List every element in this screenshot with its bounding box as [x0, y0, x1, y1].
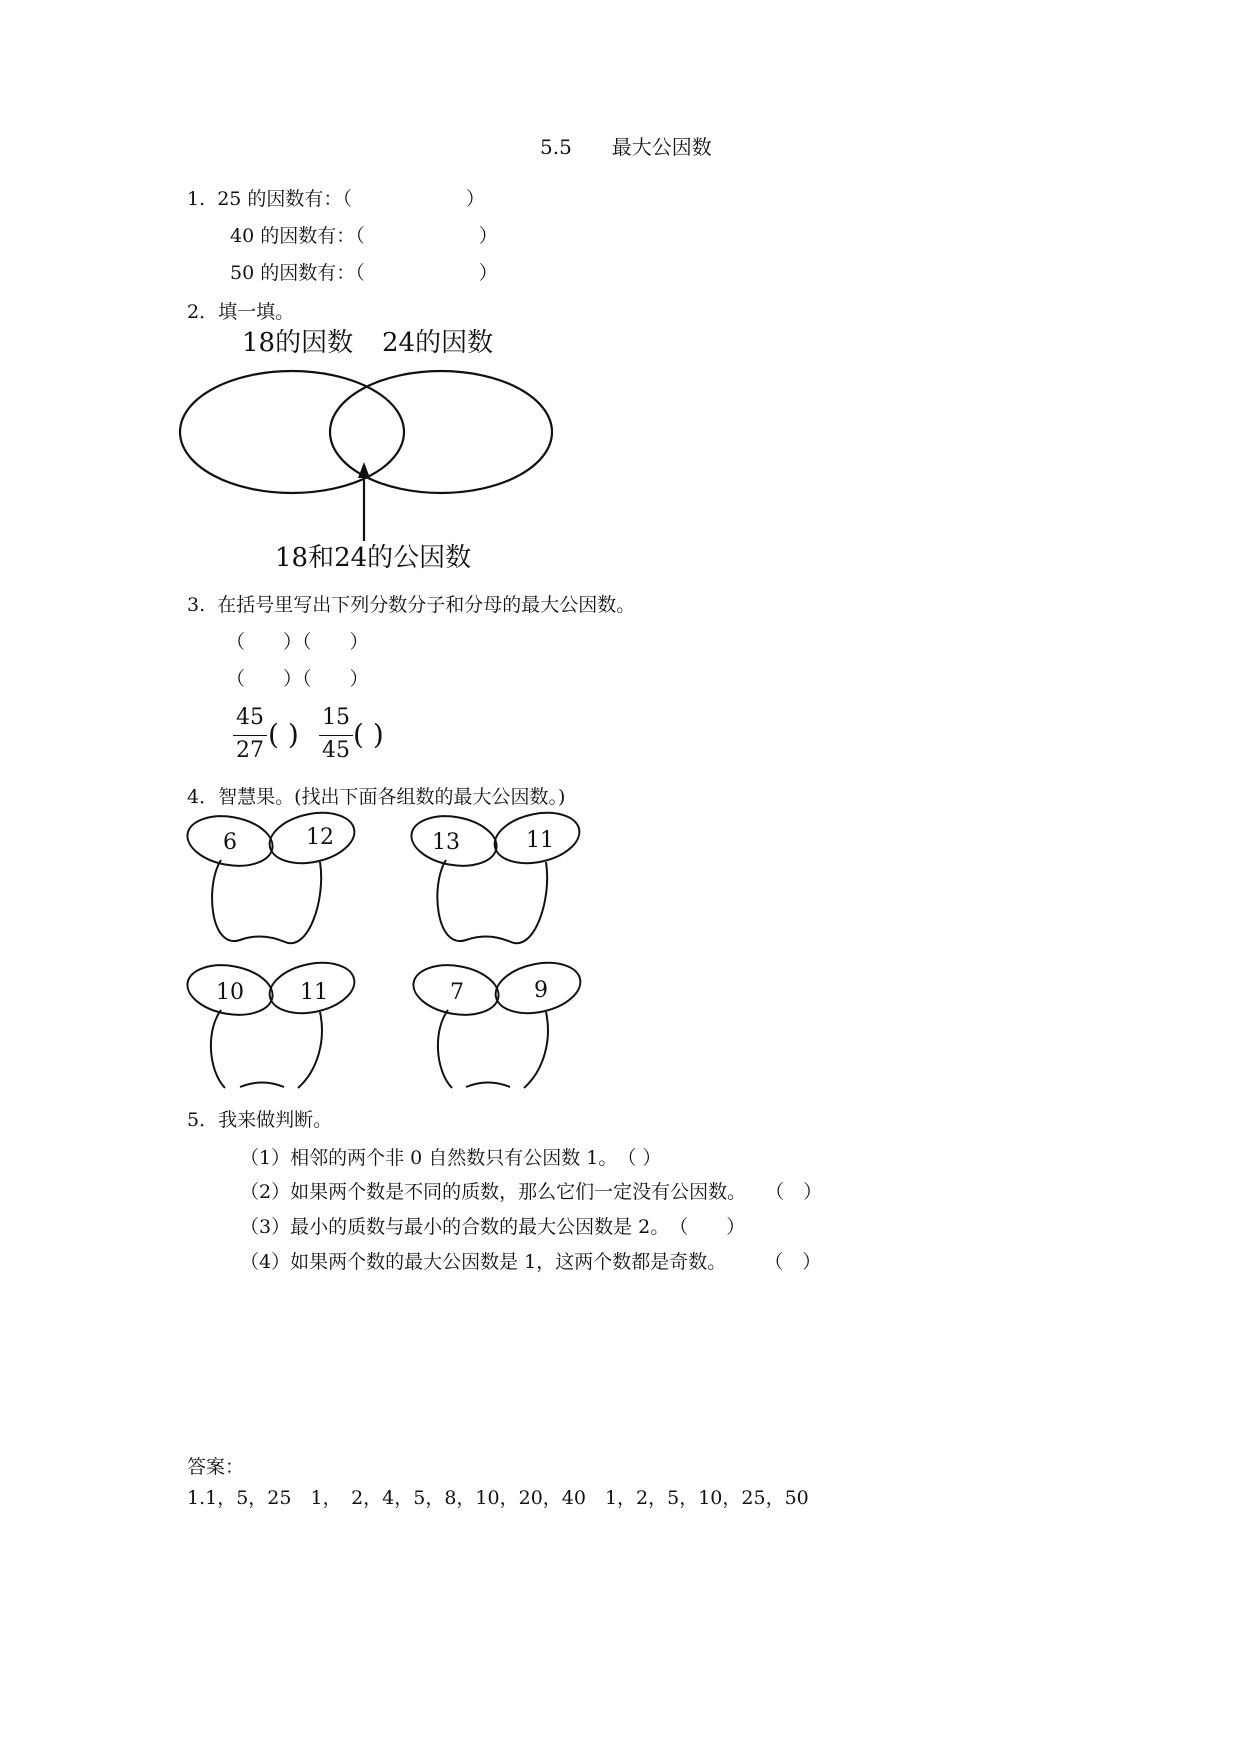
venn-right-ellipse [330, 371, 552, 493]
fraction-denominator: 27 [236, 738, 264, 763]
apple-3-right-number: 11 [300, 980, 328, 1005]
fraction-numerator: 45 [236, 705, 264, 730]
apple-3 [183, 956, 359, 1088]
q1-line-2: 40 的因数有：（ ） [230, 225, 498, 247]
apple-2-left-number: 13 [432, 830, 460, 855]
answers-line-1: 1.1，5，25 1， 2，4，5，8，10，20，40 1，2，5，10，25，50 [187, 1487, 809, 1509]
apple-3-left-number: 10 [216, 980, 244, 1005]
apple-body [437, 860, 547, 943]
apple-1-left-number: 6 [223, 830, 237, 855]
q5-item-2: （2）如果两个数是不同的质数，那么它们一定没有公因数。 （ ） [240, 1181, 823, 1203]
apple-body [438, 1010, 548, 1088]
fraction-bar [233, 735, 267, 736]
q1-line-3: 50 的因数有：（ ） [230, 262, 498, 284]
q3-blank-row-1: （ ）（ ） [226, 631, 369, 653]
q3-blank-row-2: （ ）（ ） [226, 668, 369, 690]
q5-item-4: （4）如果两个数的最大公因数是 1，这两个数都是奇数。 （ ） [240, 1251, 822, 1273]
apple-body [212, 860, 321, 943]
apple-2 [407, 806, 584, 944]
q5-item-3: （3）最小的质数与最小的合数的最大公因数是 2。 （ ） [240, 1216, 746, 1238]
fraction-answer-blank: ( ) [353, 718, 384, 751]
venn-bottom-label: 18和24的公因数 [275, 543, 472, 573]
q5-item-1: （1）相邻的两个非 0 自然数只有公因数 1。 （ ） [240, 1147, 662, 1169]
q2-heading: 2．填一填。 [187, 301, 295, 323]
page-title: 5.5 最大公因数 [540, 135, 712, 159]
q3-heading: 3. 在括号里写出下列分数分子和分母的最大公因数。 [187, 594, 636, 616]
q5-heading: 5．我来做判断。 [187, 1109, 333, 1131]
fraction-numerator: 15 [322, 705, 350, 730]
venn-left-label: 18的因数 [242, 328, 354, 358]
fraction-denominator: 45 [322, 738, 350, 763]
apple-4 [409, 956, 585, 1088]
apple-4-left-number: 7 [450, 980, 464, 1005]
venn-left-ellipse [180, 371, 404, 493]
fraction-15-45 [319, 707, 353, 766]
q4-heading: 4．智慧果。(找出下面各组数的最大公因数。) [187, 786, 566, 808]
fraction-answer-blank: ( ) [268, 718, 299, 751]
fraction-45-27 [233, 707, 267, 766]
apple-1-right-number: 12 [306, 825, 334, 850]
venn-arrow-head [358, 462, 370, 478]
venn-right-label: 24的因数 [382, 328, 494, 358]
apple-body [211, 1010, 322, 1088]
apple-2-right-number: 11 [526, 828, 554, 853]
apple-4-right-number: 9 [534, 978, 548, 1003]
fraction-bar [319, 735, 353, 736]
answers-heading: 答案： [187, 1456, 245, 1478]
q1-line-1: 1. 25 的因数有：（ ） [187, 188, 485, 210]
